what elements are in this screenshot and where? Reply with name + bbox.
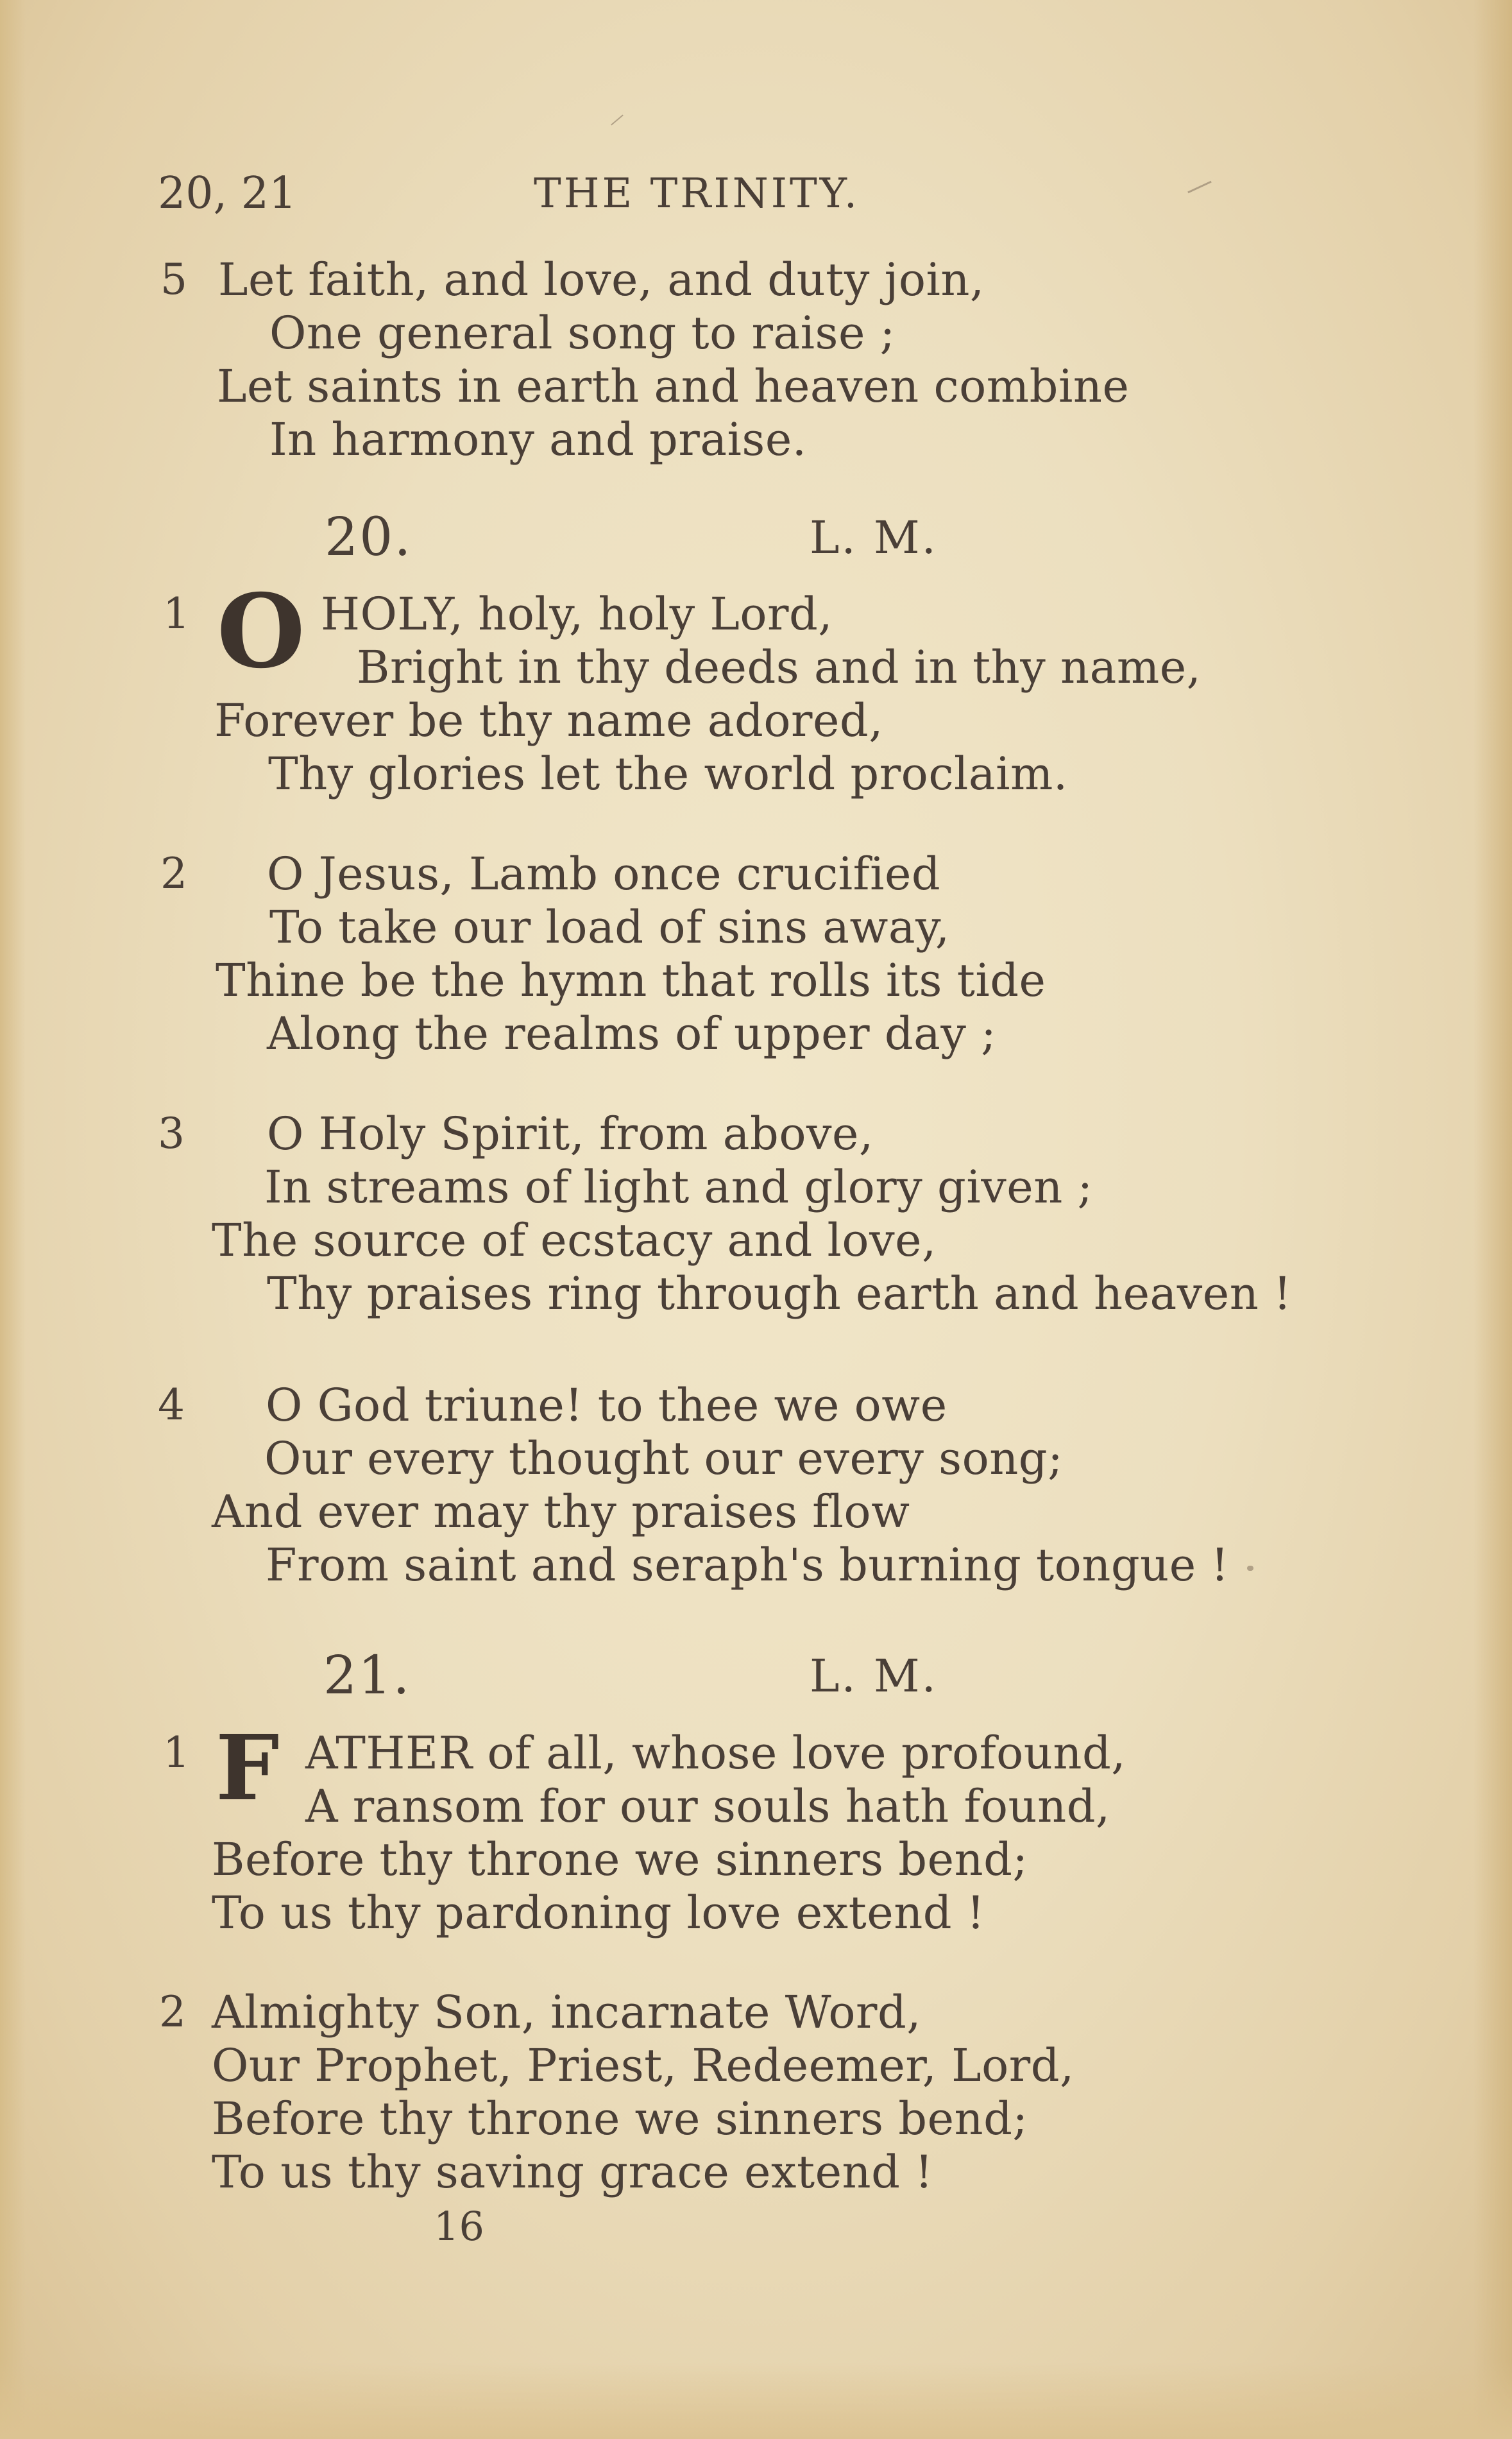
stanza-number: 2 [159,1987,186,2037]
drop-capital: O [217,572,305,691]
stanza-number: 5 [160,255,187,304]
hymn-meter: L. M. [810,1650,938,1702]
page-edge-right [1474,0,1512,2439]
stanza-number: 3 [158,1109,185,1158]
verse-line: O Jesus, Lamb once crucified [267,848,941,900]
verse-line: Thine be the hymn that rolls its tide [216,954,1046,1007]
hymn-meter: L. M. [810,511,938,564]
ink-speck [611,115,624,126]
hymn-number: 20. [325,507,412,568]
verse-line: To us thy pardoning love extend ! [212,1887,985,1939]
verse-line: Along the realms of upper day ; [267,1007,997,1060]
ink-speck [1187,181,1212,194]
verse-line: Before thy throne we sinners bend; [212,2092,1028,2145]
stanza-number: 1 [163,1728,190,1777]
verse-line: In harmony and praise. [269,413,807,466]
verse-line: O Holy Spirit, from above, [267,1108,874,1160]
verse-line: The source of ecstacy and love, [212,1214,937,1267]
verse-line: Forever be thy name adored, [214,694,883,747]
verse-line: And ever may thy praises flow [212,1485,910,1538]
drop-capital: F [216,1716,280,1821]
ink-speck [1247,1566,1253,1571]
verse-line: Thy glories let the world proclaim. [268,748,1068,800]
verse-line: Thy praises ring through earth and heaven ! [267,1267,1292,1320]
page-edge-bottom [0,2362,1512,2439]
verse-line: A ransom for our souls hath found, [305,1780,1110,1833]
verse-line: To us thy saving grace extend ! [212,2146,933,2198]
stanza-number: 2 [160,849,187,898]
verse-line: One general song to raise ; [269,307,896,359]
verse-line: From saint and seraph's burning tongue ! [266,1539,1230,1591]
verse-line: Almighty Son, incarnate Word, [212,1986,922,2039]
page-edge-left [0,0,26,2439]
verse-line: In streams of light and glory given ; [264,1161,1093,1213]
header-hymn-range: 20, 21 [158,168,297,219]
verse-line: Let saints in earth and heaven combine [217,360,1130,413]
verse-line: Before thy throne we sinners bend; [212,1833,1028,1886]
verse-line: Let faith, and love, and duty join, [218,253,985,306]
verse-line: Our every thought our every song; [264,1432,1064,1485]
verse-line: Our Prophet, Priest, Redeemer, Lord, [212,2039,1075,2092]
verse-line: HOLY, holy, holy Lord, [321,588,833,640]
verse-line: O God triune! to thee we owe [266,1379,947,1432]
stanza-number: 1 [163,589,190,638]
stanza-number: 4 [158,1380,185,1430]
verse-line: To take our load of sins away, [269,901,950,954]
running-title: THE TRINITY. [534,170,860,218]
page-number: 16 [434,2203,484,2250]
verse-line: ATHER of all, whose love profound, [305,1727,1126,1779]
verse-line: Bright in thy deeds and in thy name, [357,641,1202,694]
hymn-number: 21. [323,1645,411,1706]
